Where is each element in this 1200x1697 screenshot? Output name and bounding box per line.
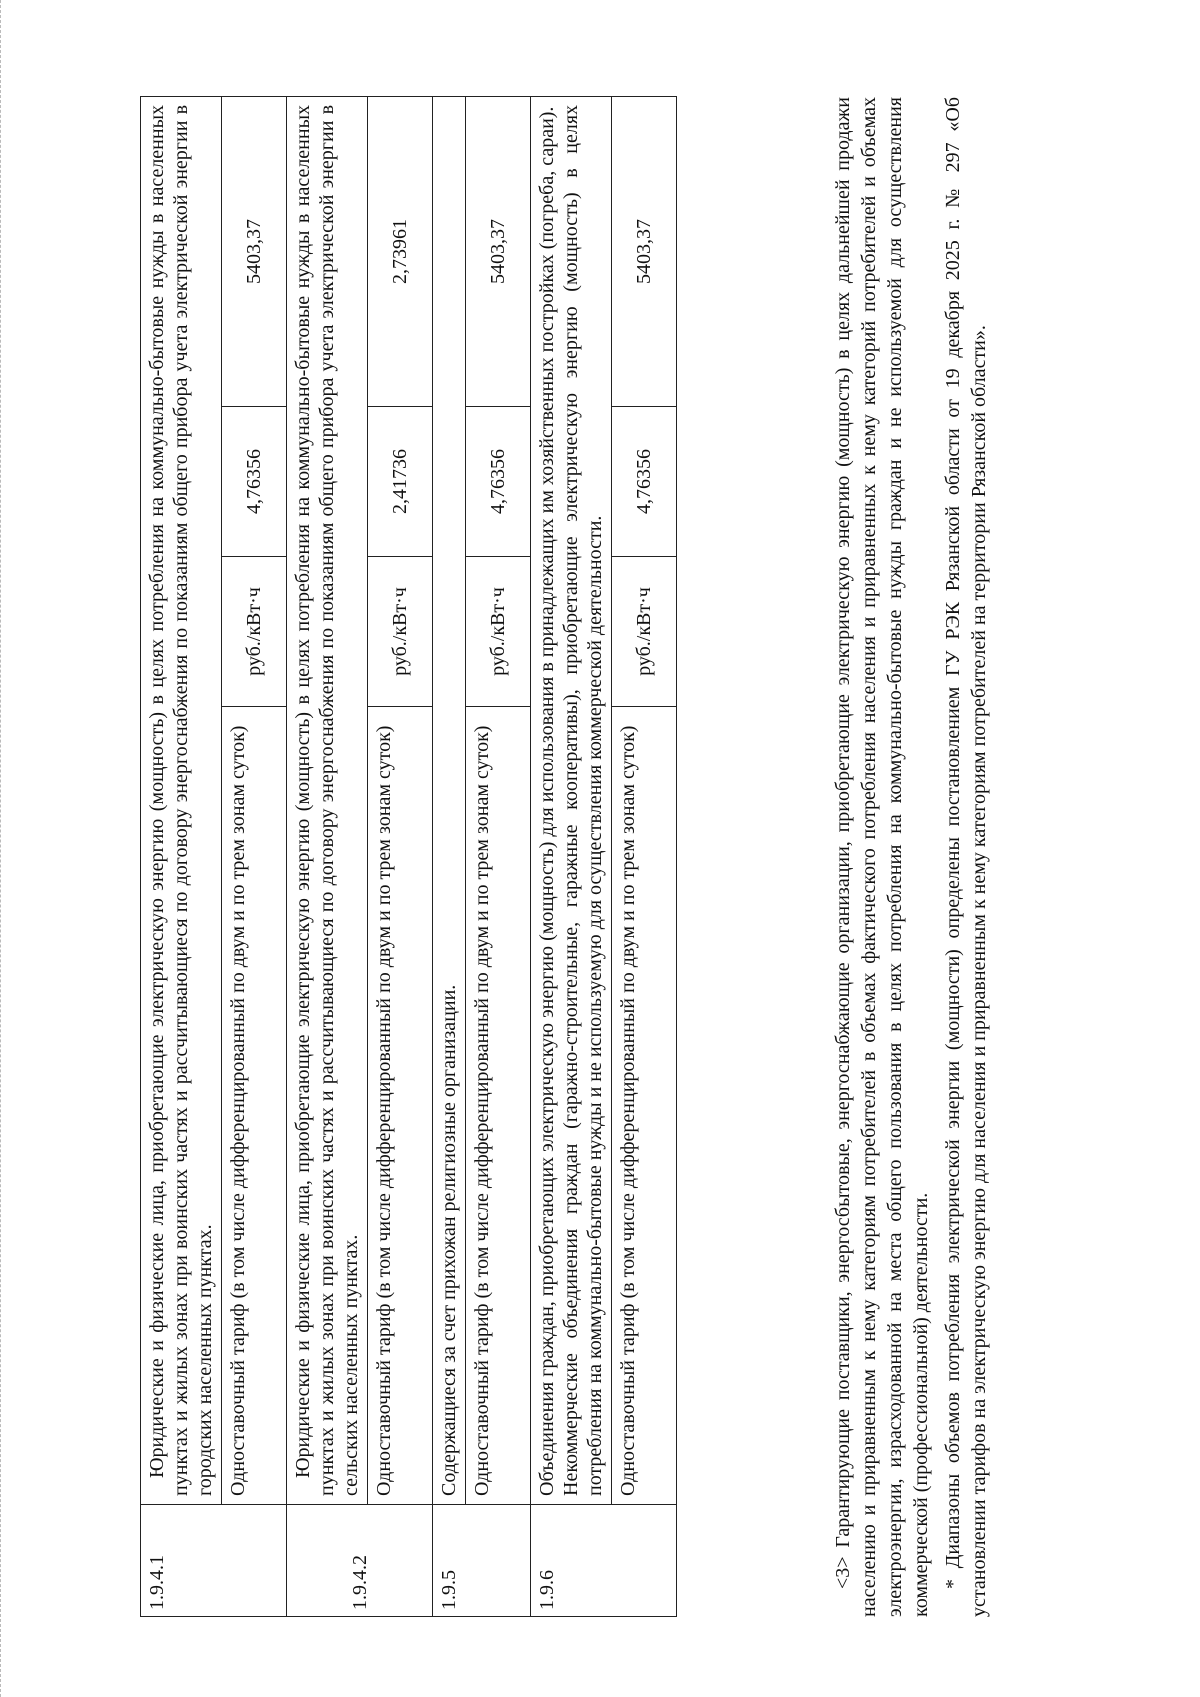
row-number: 1.9.6 bbox=[531, 1505, 677, 1617]
category-description: Юридические и физические лица, приобретающие электрическую энергию (мощность) в целях потребления на коммунально-бытовые нужды в населенных пунктах и жилых зонах при воинских частях и рассчитывающиеся по договору энергоснабжения по показаниям общего прибора учета электрической энергии в городских населенных пунктах. bbox=[141, 96, 222, 1504]
value-cell: 2,73961 bbox=[368, 96, 433, 406]
table-row bbox=[368, 96, 433, 1616]
row-number: 1.9.5 bbox=[433, 1505, 531, 1617]
row-number: 1.9.4.1 bbox=[141, 1505, 287, 1617]
value-cell: 4,76356 bbox=[466, 407, 531, 557]
unit-cell: руб./кВт·ч bbox=[368, 557, 433, 707]
value-cell: 4,76356 bbox=[612, 407, 677, 557]
category-description: Юридические и физические лица, приобретающие электрическую энергию (мощность) в целях потребления на коммунально-бытовые нужды в населенных пунктах и жилых зонах при воинских частях и рассчитывающиеся по договору энергоснабжения по показаниям общего прибора учета электрической энергии в сельских населенных пунктах. bbox=[287, 96, 368, 1504]
tariff-description: Одноставочный тариф (в том числе дифференцированный по двум и по трем зонам суток) bbox=[222, 707, 287, 1505]
tariff-table bbox=[140, 96, 677, 1617]
value-cell: 5403,37 bbox=[222, 96, 287, 406]
tariff-description: Одноставочный тариф (в том числе дифференцированный по двум и по трем зонам суток) bbox=[612, 707, 677, 1505]
category-description bbox=[531, 96, 612, 1504]
footnotes bbox=[830, 97, 998, 1617]
value-cell: 5403,37 bbox=[612, 96, 677, 406]
unit-cell: руб./кВт·ч bbox=[612, 557, 677, 707]
table-row bbox=[287, 96, 368, 1616]
scan-edge-line bbox=[0, 0, 7, 1697]
footnote-3: <3> Гарантирующие поставщики, энергосбытовые, энергоснабжающие организации, приобретающие электрическую энергию (мощность) в целях дальнейшей продажи населению и приравненным к нему категориям потребителей в объемах фактического потребления населения и приравненных к нему категорий потребителей и объемах электроэнергии, израсходованной на места общего пользования в целях потребления на коммунально-бытовые нужды граждан и не используемой для осуществления коммерческой (профессиональной) деятельности. bbox=[832, 97, 932, 1617]
value-cell: 5403,37 bbox=[466, 96, 531, 406]
category-description-part2: Некоммерческие объединения граждан (гаражно-строительные, гаражные кооперативы), приобретающие электрическую энергию (мощность) в целях потребления на коммунально-бытовые нужды и не используемую для осуществления коммерческой деятельности. bbox=[560, 104, 606, 1496]
value-cell: 2,41736 bbox=[368, 407, 433, 557]
table-row bbox=[141, 96, 222, 1616]
table-row bbox=[531, 96, 612, 1616]
tariff-description: Одноставочный тариф (в том числе дифференцированный по двум и по трем зонам суток) bbox=[368, 707, 433, 1505]
row-number: 1.9.4.2 bbox=[287, 1505, 433, 1617]
category-description: Содержащиеся за счет прихожан религиозные организации. bbox=[433, 96, 466, 1504]
unit-cell: руб./кВт·ч bbox=[466, 557, 531, 707]
footnote-star: * Диапазоны объемов потребления электрической энергии (мощности) определены постановлением ГУ РЭК Рязанской области от 19 декабря 2025 г. № 297 «Об установлении тарифов на электрическую энергию для населения и приравненным к нему категориям потребителей на территории Рязанской области». bbox=[942, 97, 990, 1617]
table-row bbox=[433, 96, 466, 1616]
value-cell: 4,76356 bbox=[222, 407, 287, 557]
table-row bbox=[222, 96, 287, 1616]
tariff-description: Одноставочный тариф (в том числе дифференцированный по двум и по трем зонам суток) bbox=[466, 707, 531, 1505]
table-row bbox=[612, 96, 677, 1616]
category-description-part1: Объединения граждан, приобретающих электрическую энергию (мощность) для использования в принадлежащих им хозяйственных постройках (погреба, сараи). bbox=[536, 106, 558, 1496]
table-row bbox=[466, 96, 531, 1616]
unit-cell: руб./кВт·ч bbox=[222, 557, 287, 707]
